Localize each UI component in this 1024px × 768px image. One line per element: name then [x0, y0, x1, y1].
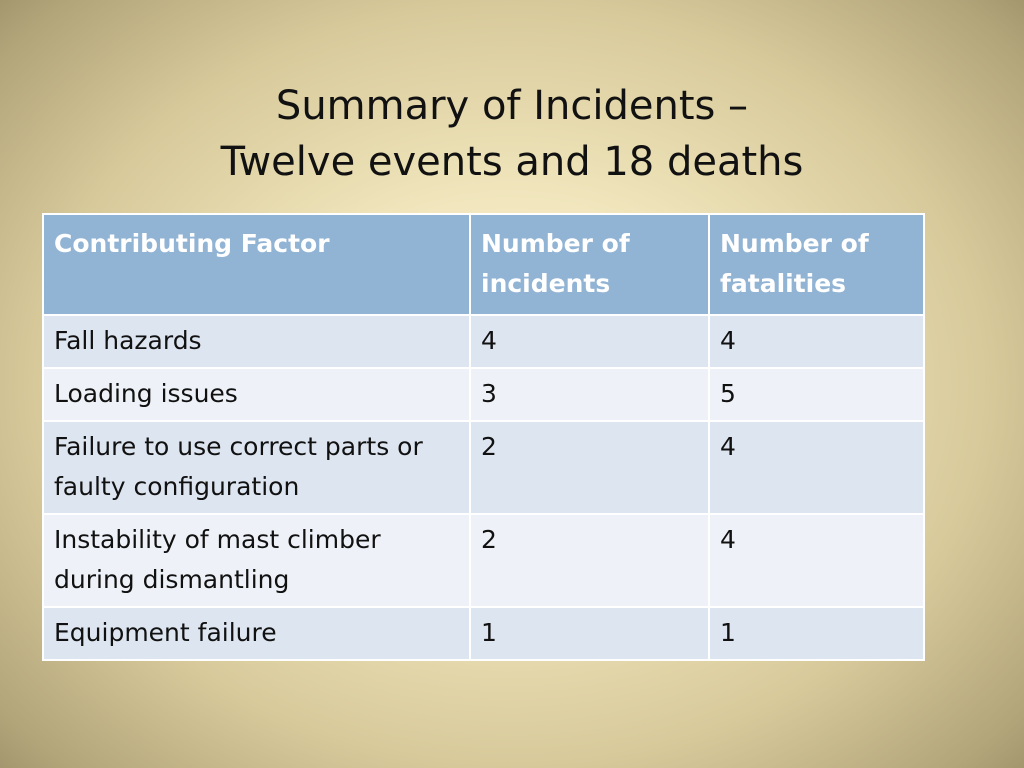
cell-number-of-incidents: 1 — [470, 607, 709, 660]
table-row — [43, 315, 924, 368]
cell-number-of-incidents: 2 — [470, 514, 709, 607]
cell-number-of-fatalities: 1 — [709, 607, 924, 660]
table-row — [43, 368, 924, 421]
header-number-of-fatalities: Number of fatalities — [709, 214, 924, 315]
cell-number-of-fatalities: 5 — [709, 368, 924, 421]
cell-contributing-factor: Failure to use correct parts or faulty configuration — [43, 421, 470, 514]
slide-title-line-1: Summary of Incidents – — [275, 83, 749, 129]
cell-number-of-incidents: 3 — [470, 368, 709, 421]
table-row — [43, 607, 924, 660]
header-number-of-incidents: Number of incidents — [470, 214, 709, 315]
table-row — [43, 514, 924, 607]
cell-number-of-fatalities: 4 — [709, 315, 924, 368]
slide-title — [0, 78, 1024, 190]
incidents-summary-table — [42, 213, 925, 661]
table-row — [43, 421, 924, 514]
cell-number-of-fatalities: 4 — [709, 421, 924, 514]
cell-contributing-factor: Instability of mast climber during dismantling — [43, 514, 470, 607]
cell-contributing-factor: Fall hazards — [43, 315, 470, 368]
header-contributing-factor: Contributing Factor — [43, 214, 470, 315]
table-header-row — [43, 214, 924, 315]
cell-number-of-incidents: 2 — [470, 421, 709, 514]
slide-title-line-2: Twelve events and 18 deaths — [220, 139, 804, 185]
cell-contributing-factor: Loading issues — [43, 368, 470, 421]
cell-contributing-factor: Equipment failure — [43, 607, 470, 660]
cell-number-of-incidents: 4 — [470, 315, 709, 368]
cell-number-of-fatalities: 4 — [709, 514, 924, 607]
